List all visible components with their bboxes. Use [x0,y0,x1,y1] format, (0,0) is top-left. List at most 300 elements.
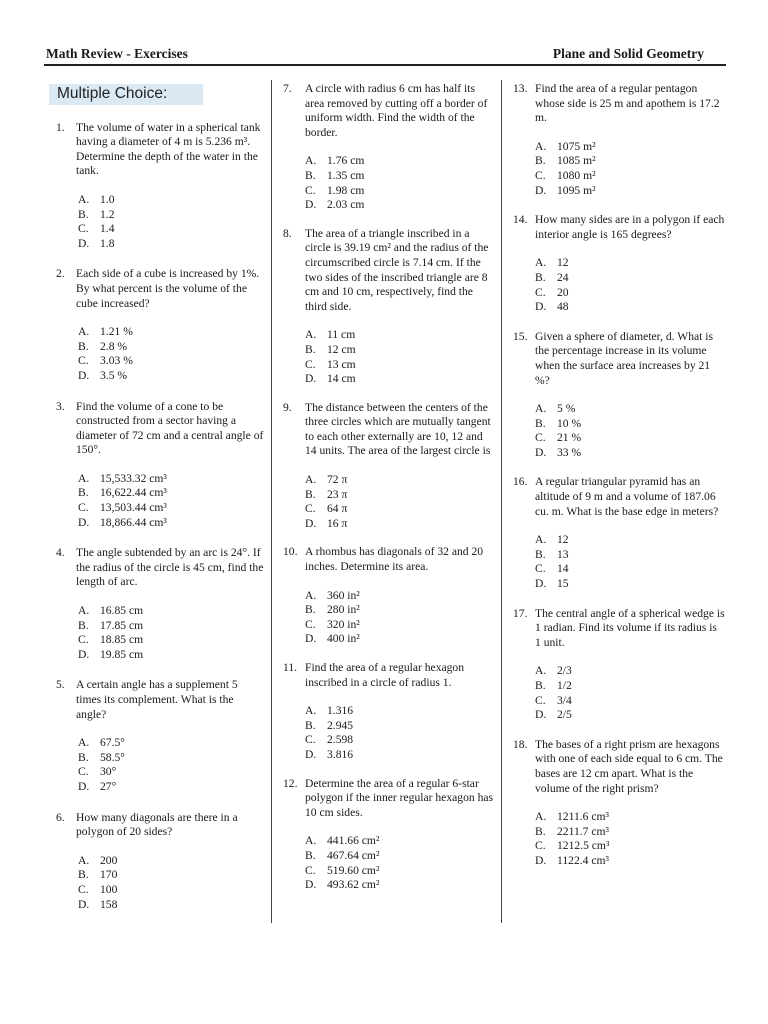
option-value: 2/3 [557,664,572,678]
answer-option [78,486,264,501]
option-value: 11 cm [327,328,356,342]
option-letter: D. [305,372,317,386]
spacer [46,662,264,678]
option-value: 100 [100,882,118,896]
option-value: 1.2 [100,207,115,221]
answer-option [78,648,264,663]
answer-option [305,154,495,169]
question-text: Given a sphere of diameter, d. What is the percentage increase in its volume when the surface area increases by 21 %? [535,329,713,387]
option-letter: A. [78,736,90,750]
option-value: 170 [100,868,118,882]
answer-option [78,765,264,780]
answer-options [78,604,264,662]
option-letter: A. [535,256,547,270]
option-letter: D. [535,445,547,459]
question-number: 4. [56,546,65,560]
option-letter: A. [305,834,317,848]
answer-option [78,780,264,795]
answer-option [305,849,495,864]
option-value: 1122.4 cm³ [557,853,609,867]
answer-options [305,589,495,647]
option-value: 200 [100,853,118,867]
answer-options [78,472,264,530]
option-letter: B. [305,718,316,732]
option-value: 493.62 cm² [327,878,380,892]
question-text: The distance between the centers of the three circles which are mutually tangent to each other externally are 10, 12 and 14 units. The area of the largest circle is [305,400,491,458]
answer-option [78,633,264,648]
answer-option [535,548,725,563]
question-number: 11. [283,661,298,674]
header-topic-title: Plane and Solid Geometry [552,46,704,61]
option-letter: A. [78,471,90,485]
option-letter: B. [535,270,546,284]
answer-options [305,834,495,892]
answer-option [78,751,264,766]
option-letter: C. [535,168,546,182]
answer-options [535,402,725,460]
option-letter: C. [535,693,546,707]
question-text: Each side of a cube is increased by 1%. By what percent is the volume of the cube increased? [76,267,260,310]
option-value: 1.316 [327,704,354,718]
spacer [46,912,264,928]
answer-option [305,488,495,503]
option-letter: B. [535,416,546,430]
option-letter: C. [305,502,316,516]
question [46,811,264,913]
question [281,661,495,763]
option-value: 2/5 [557,708,572,722]
option-letter: A. [535,533,547,547]
answer-options [305,328,495,386]
option-value: 13 cm [327,357,356,371]
answer-option [305,358,495,373]
answer-options [535,664,725,722]
option-value: 27° [100,779,117,793]
option-value: 20 [557,285,569,299]
question-text: The central angle of a spherical wedge is 1 radian. Find its volume if its radius is 1 unit. [535,606,725,649]
question-text: Determine the area of a regular 6-star polygon if the inner regular hexagon has 10 cm sides. [305,776,494,819]
answer-option [535,694,725,709]
option-value: 64 π [327,502,348,516]
option-value: 3.03 % [100,354,133,368]
option-value: 1.4 [100,222,115,236]
question [281,545,495,647]
question-number: 12. [283,776,298,790]
answer-option [535,140,725,155]
option-value: 24 [557,270,569,284]
option-letter: A. [305,473,317,487]
option-value: 19.85 cm [100,647,144,661]
option-value: 1075 m² [557,139,596,153]
option-value: 2.945 [327,718,354,732]
option-letter: B. [305,603,316,617]
option-letter: C. [78,765,89,779]
answer-option [78,868,264,883]
answer-option [535,256,725,271]
option-value: 1.76 cm [327,154,365,168]
question-number: 13. [513,82,528,95]
answer-options [78,854,264,912]
spacer [46,251,264,267]
answer-option [305,704,495,719]
option-value: 3.5 % [100,368,128,382]
answer-option [78,369,264,384]
option-value: 18.85 cm [100,633,144,647]
question-number: 8. [283,226,292,240]
option-letter: D. [535,183,547,197]
option-letter: C. [78,354,89,368]
option-letter: A. [535,139,547,153]
question-text: The bases of a right prism are hexagons with one of each side equal to 6 cm. The bases are 12 cm apart. What is the volume of the right prism? [535,737,723,795]
spacer [46,530,264,546]
option-value: 58.5° [100,750,125,764]
answer-option [305,603,495,618]
option-value: 1212.5 cm³ [557,839,610,853]
answer-option [305,328,495,343]
option-letter: B. [535,154,546,168]
option-letter: C. [535,839,546,853]
answer-option [78,237,264,252]
question [511,82,725,198]
answer-option [535,402,725,417]
column-2 [281,82,495,907]
answer-option [535,300,725,315]
option-value: 1080 m² [557,168,596,182]
question-text: A regular triangular pyramid has an altitude of 9 m and a volume of 187.06 cu. m. What is the base edge in meters? [535,475,719,518]
option-value: 15,533.32 cm³ [100,471,167,485]
option-letter: C. [535,431,546,445]
option-value: 1.21 % [100,325,133,339]
question-text: How many sides are in a polygon if each interior angle is 165 degrees? [535,213,725,241]
question-text: The volume of water in a spherical tank having a diameter of 4 m is 5.236 m³. Determine the depth of the water in the tank. [76,120,261,178]
question-text: A rhombus has diagonals of 32 and 20 inches. Determine its area. [305,545,484,574]
option-value: 1.8 [100,236,115,250]
answer-option [305,618,495,633]
option-letter: A. [305,704,317,718]
option-letter: B. [78,618,89,632]
option-letter: B. [305,168,316,182]
answer-option [535,154,725,169]
option-value: 12 [557,256,569,270]
answer-option [535,664,725,679]
question-text: A certain angle has a supplement 5 times its complement. What is the angle? [76,678,238,721]
question [46,121,264,252]
question-number: 9. [283,400,292,414]
question [46,678,264,794]
question-number: 14. [513,213,528,227]
answer-option [535,839,725,854]
option-letter: B. [305,342,316,356]
question-number: 1. [56,120,65,134]
option-letter: A. [535,810,547,824]
option-value: 5 % [557,402,576,416]
option-letter: C. [78,222,89,236]
answer-option [535,431,725,446]
option-value: 1.35 cm [327,168,365,182]
option-letter: C. [305,617,316,631]
option-value: 2.598 [327,733,354,747]
option-letter: D. [78,515,90,529]
answer-option [535,825,725,840]
option-value: 10 % [557,416,582,430]
option-letter: C. [78,882,89,896]
option-letter: B. [305,487,316,501]
answer-option [305,169,495,184]
answer-option [535,417,725,432]
option-value: 13,503.44 cm³ [100,501,167,515]
option-value: 3/4 [557,693,572,707]
answer-option [305,864,495,879]
option-letter: C. [305,863,316,877]
option-value: 48 [557,300,569,314]
answer-option [535,286,725,301]
answer-option [535,169,725,184]
answer-option [305,502,495,517]
option-letter: B. [535,547,546,561]
option-value: 2.8 % [100,339,128,353]
spacer [46,384,264,400]
option-letter: D. [305,516,317,530]
option-letter: B. [305,848,316,862]
question-number: 15. [513,329,528,343]
option-letter: D. [78,647,90,661]
answer-option [78,354,264,369]
question-number: 17. [513,606,528,620]
question-text: How many diagonals are there in a polygon of 20 sides? [76,810,238,839]
answer-option [78,340,264,355]
question-text: The area of a triangle inscribed in a circle is 39.19 cm² and the radius of the circumscribed circle is 7.14 cm. If the two sides of the inscribed triangle are 8 cm and 10 cm, respectively, find the third side. [305,226,489,313]
option-letter: D. [535,853,547,867]
answer-options [78,736,264,794]
option-letter: C. [78,633,89,647]
answer-options [78,325,264,383]
answer-option [535,533,725,548]
option-value: 1.98 cm [327,183,365,197]
spacer [511,460,725,475]
spacer [511,592,725,607]
option-letter: C. [535,562,546,576]
question-number: 2. [56,267,65,281]
option-value: 280 in² [327,603,360,617]
option-value: 12 cm [327,342,356,356]
question-text: Find the volume of a cone to be constructed from a sector having a diameter of 72 cm and a central angle of 150°. [76,399,264,457]
question [281,227,495,387]
option-letter: D. [78,368,90,382]
question-number: 7. [283,82,292,95]
option-letter: B. [78,486,89,500]
option-letter: D. [535,708,547,722]
answer-option [305,372,495,387]
answer-options [535,533,725,591]
question [281,401,495,532]
question [511,213,725,315]
answer-option [78,222,264,237]
option-letter: C. [305,733,316,747]
option-value: 67.5° [100,736,125,750]
option-value: 23 π [327,487,348,501]
answer-options [535,140,725,198]
question-number: 10. [283,545,298,559]
option-value: 30° [100,765,117,779]
question-text: The angle subtended by an arc is 24°. If the radius of the circle is 45 cm, find the length of arc. [76,546,264,589]
option-letter: A. [535,664,547,678]
spacer [511,869,725,884]
answer-option [305,748,495,763]
answer-option [535,810,725,825]
answer-option [78,883,264,898]
column-divider [271,80,272,923]
question [46,267,264,383]
question-number: 5. [56,678,65,692]
answer-options [305,154,495,212]
question [511,738,725,869]
answer-option [305,719,495,734]
header-course-title: Math Review - Exercises [46,46,188,61]
answer-option [535,446,725,461]
option-letter: A. [78,604,90,618]
option-letter: A. [305,588,317,602]
answer-option [305,517,495,532]
option-letter: D. [78,897,90,911]
option-value: 519.60 cm² [327,863,380,877]
option-letter: D. [535,300,547,314]
answer-option [78,325,264,340]
column-3 [511,82,725,884]
header-rule [44,64,726,66]
answer-option [535,708,725,723]
option-letter: A. [535,402,547,416]
answer-option [535,271,725,286]
option-letter: B. [78,339,89,353]
option-value: 1095 m² [557,183,596,197]
section-title: Multiple Choice: [49,84,203,105]
answer-option [78,193,264,208]
answer-option [535,679,725,694]
option-value: 360 in² [327,588,360,602]
option-letter: B. [78,750,89,764]
option-letter: D. [78,779,90,793]
option-letter: C. [305,357,316,371]
option-letter: C. [305,183,316,197]
option-value: 2.03 cm [327,198,365,212]
question [281,777,495,893]
option-letter: C. [535,285,546,299]
option-value: 16 π [327,516,348,530]
question [511,475,725,591]
answer-option [305,198,495,213]
answer-option [305,184,495,199]
question [511,330,725,461]
answer-option [78,619,264,634]
option-value: 13 [557,547,569,561]
option-value: 1211.6 cm³ [557,810,609,824]
option-letter: B. [78,868,89,882]
question-number: 16. [513,475,528,489]
option-letter: D. [305,198,317,212]
option-letter: D. [78,236,90,250]
spacer [281,387,495,401]
option-value: 14 [557,562,569,576]
answer-options [305,704,495,762]
answer-option [305,343,495,358]
question-number: 18. [513,737,528,751]
answer-option [78,208,264,223]
option-letter: A. [305,154,317,168]
option-letter: C. [78,501,89,515]
answer-option [78,501,264,516]
answer-options [305,473,495,531]
option-letter: B. [535,679,546,692]
question [46,546,264,662]
option-value: 72 π [327,473,348,487]
option-letter: A. [78,192,90,206]
spacer [281,893,495,907]
answer-options [535,256,725,314]
option-value: 18,866.44 cm³ [100,515,167,529]
option-letter: A. [305,328,317,342]
answer-options [535,810,725,868]
option-letter: D. [305,632,317,646]
option-value: 400 in² [327,632,360,646]
option-value: 467.64 cm² [327,848,380,862]
question [46,400,264,531]
option-value: 21 % [557,431,582,445]
answer-option [305,589,495,604]
option-value: 158 [100,897,118,911]
option-value: 3.816 [327,747,354,761]
answer-option [78,472,264,487]
option-value: 16,622.44 cm³ [100,486,167,500]
option-value: 14 cm [327,372,356,386]
answer-option [535,562,725,577]
answer-option [305,632,495,647]
question [281,82,495,213]
question-number: 6. [56,810,65,824]
spacer [511,723,725,738]
option-value: 17.85 cm [100,618,144,632]
answer-option [305,878,495,893]
option-letter: A. [78,853,90,867]
option-value: 441.66 cm² [327,834,380,848]
answer-option [535,854,725,869]
answer-option [78,854,264,869]
option-value: 2211.7 cm³ [557,824,609,838]
question-number: 3. [56,399,65,413]
column-1 [46,82,264,928]
answer-option [78,516,264,531]
option-letter: D. [305,747,317,761]
option-letter: B. [535,824,546,838]
option-letter: B. [78,207,89,221]
spacer [511,315,725,330]
spacer [281,531,495,545]
question [511,607,725,723]
spacer [46,795,264,811]
option-value: 12 [557,533,569,547]
answer-option [305,473,495,488]
answer-option [535,577,725,592]
option-value: 1.0 [100,192,115,206]
option-letter: A. [78,325,90,339]
option-value: 33 % [557,445,582,459]
option-value: 15 [557,577,569,591]
column-divider [501,80,502,923]
option-value: 1085 m² [557,154,596,168]
answer-option [78,898,264,913]
answer-option [305,733,495,748]
answer-option [535,184,725,199]
spacer [511,198,725,213]
